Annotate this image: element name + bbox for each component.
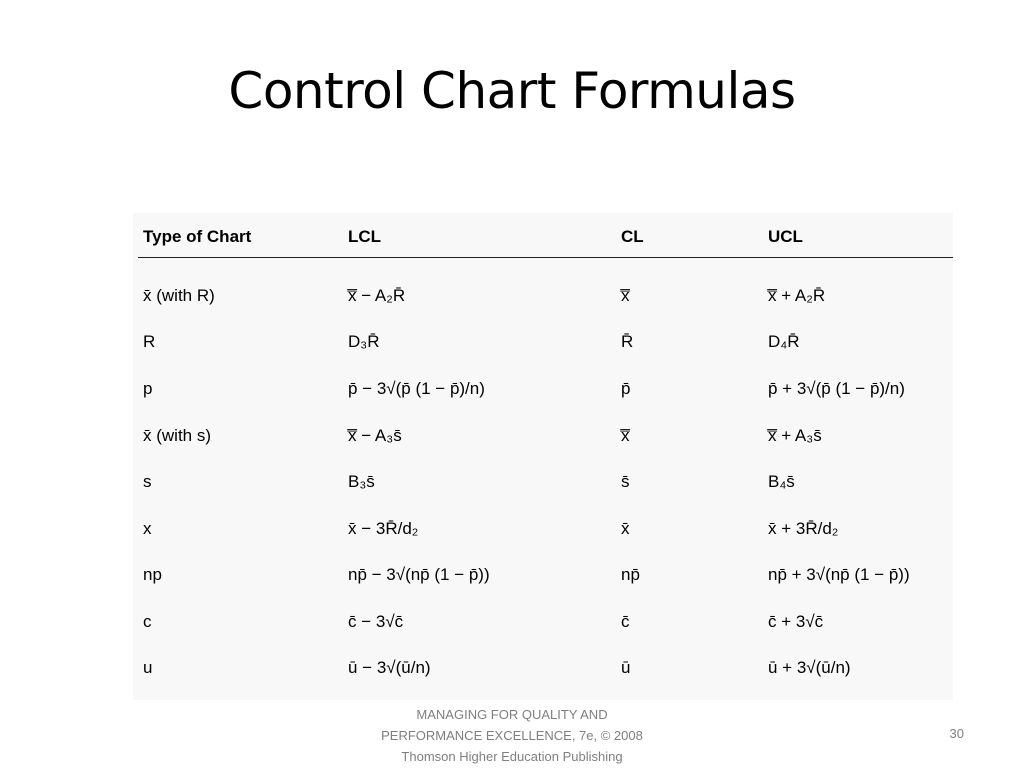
header-lcl: LCL <box>348 227 382 246</box>
cell-type: c <box>143 612 152 631</box>
cell-lcl: B₃s̄ <box>348 472 375 491</box>
table-row <box>138 379 953 409</box>
cell-cl: p̄ <box>621 379 631 398</box>
cell-cl: c̄ <box>621 612 630 631</box>
table-row <box>138 472 953 502</box>
cell-ucl: D₄R̄ <box>768 332 800 351</box>
header-cl: CL <box>621 227 644 246</box>
cell-lcl: x̄ − 3R̄/d₂ <box>348 519 419 538</box>
cell-cl: x̄ <box>621 519 630 538</box>
cell-cl: x̿ <box>621 286 630 305</box>
cell-lcl: np̄ − 3√(np̄ (1 − p̄)) <box>348 565 490 584</box>
cell-ucl: B₄s̄ <box>768 472 795 491</box>
slide-footer <box>362 704 662 767</box>
footer-line: Thomson Higher Education Publishing <box>401 749 623 764</box>
table-row <box>138 565 953 595</box>
cell-cl: ū <box>621 658 631 677</box>
footer-line: PERFORMANCE EXCELLENCE, 7e, © 2008 <box>381 728 643 743</box>
cell-ucl: np̄ + 3√(np̄ (1 − p̄)) <box>768 565 910 584</box>
cell-type: p <box>143 379 153 398</box>
cell-cl: s̄ <box>621 472 630 491</box>
table-row <box>138 519 953 549</box>
cell-ucl: x̿ + A₃s̄ <box>768 426 822 445</box>
header-type-of-chart: Type of Chart <box>143 227 252 246</box>
table-row <box>138 286 953 316</box>
cell-ucl: x̿ + A₂R̄ <box>768 286 826 305</box>
table-row <box>138 612 953 642</box>
cell-lcl: x̿ − A₂R̄ <box>348 286 406 305</box>
table-row <box>138 658 953 688</box>
cell-type: u <box>143 658 153 677</box>
cell-type: R <box>143 332 156 351</box>
header-ucl: UCL <box>768 227 803 246</box>
cell-ucl: x̄ + 3R̄/d₂ <box>768 519 839 538</box>
slide-title: Control Chart Formulas <box>228 62 796 120</box>
cell-lcl: p̄ − 3√(p̄ (1 − p̄)/n) <box>348 379 485 398</box>
cell-lcl: ū − 3√(ū/n) <box>348 658 431 677</box>
cell-type: x̄ (with s) <box>143 426 211 445</box>
cell-type: s <box>143 472 152 491</box>
cell-lcl: c̄ − 3√c̄ <box>348 612 404 631</box>
formula-table <box>133 213 953 700</box>
footer-line: MANAGING FOR QUALITY AND <box>416 707 608 722</box>
cell-cl: R̄ <box>621 332 634 351</box>
table-row <box>138 332 953 362</box>
cell-ucl: p̄ + 3√(p̄ (1 − p̄)/n) <box>768 379 905 398</box>
cell-ucl: c̄ + 3√c̄ <box>768 612 824 631</box>
cell-type: x <box>143 519 152 538</box>
cell-lcl: D₃R̄ <box>348 332 380 351</box>
page-number: 30 <box>949 726 964 741</box>
cell-ucl: ū + 3√(ū/n) <box>768 658 851 677</box>
cell-type: x̄ (with R) <box>143 286 215 305</box>
cell-cl: np̄ <box>621 565 640 584</box>
table-header-row <box>138 227 953 258</box>
cell-lcl: x̿ − A₃s̄ <box>348 426 402 445</box>
table-row <box>138 426 953 456</box>
cell-cl: x̿ <box>621 426 630 445</box>
cell-type: np <box>143 565 162 584</box>
